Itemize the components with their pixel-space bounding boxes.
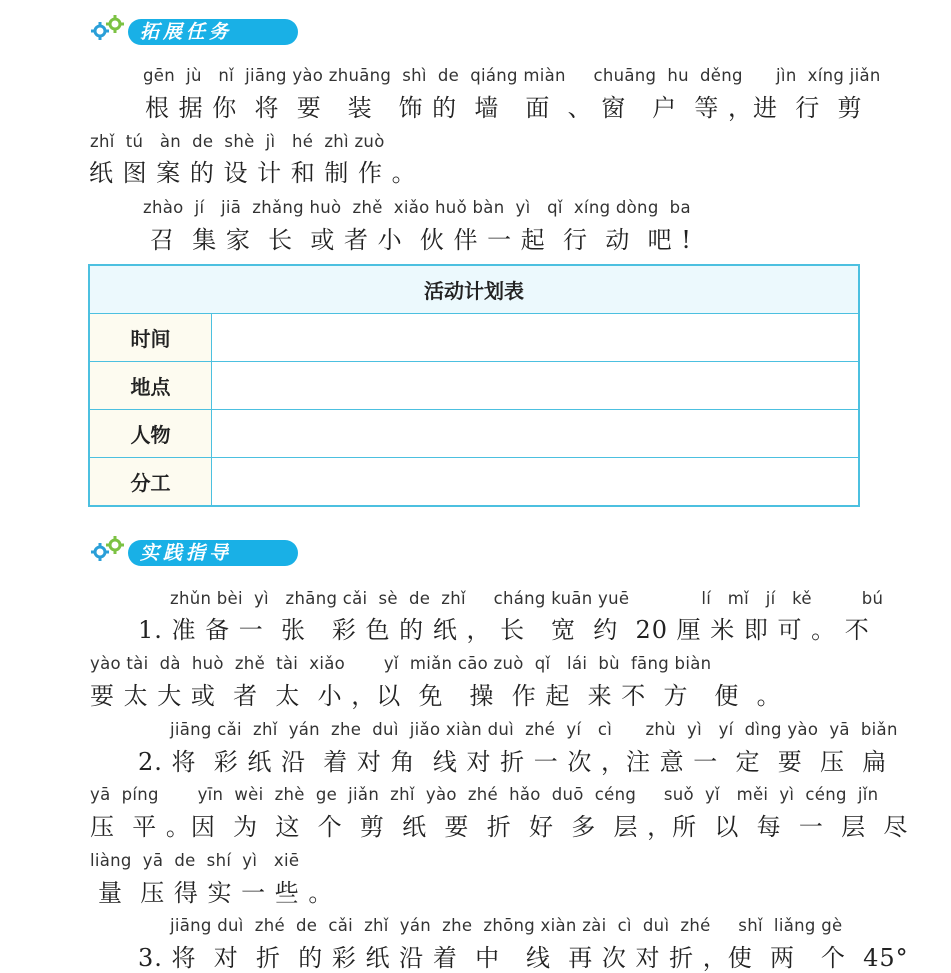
text-line: 压 平 。因 为 这 个 剪 纸 要 折 好 多 层 ，所 以 每 一 层 尽	[90, 813, 909, 841]
text-line: 纸 图 案 的 设 计 和 制 作 。	[89, 159, 417, 187]
text-line: 2. 将 彩 纸 沿 着 对 角 线 对 折 一 次 ，注 意 一 定 要 压 扁	[138, 748, 888, 776]
section-title-extension	[128, 19, 298, 45]
activity-plan-table	[88, 264, 860, 507]
row-value-time[interactable]	[212, 314, 860, 362]
table-title: 活动计划表	[89, 265, 859, 314]
row-label-time: 时间	[89, 314, 212, 362]
pinyin-line: jiāng duì zhé de cǎi zhǐ yán zhe zhōng xiàn zài cì duì zhé shǐ liǎng gè	[170, 916, 843, 935]
section-title-text: 拓展任务	[140, 21, 233, 43]
pinyin-line: zhǐ tú àn de shè jì hé zhì zuò	[90, 132, 385, 151]
table-row	[89, 458, 859, 507]
table-row	[89, 362, 859, 410]
row-label-division: 分工	[89, 458, 212, 507]
pinyin-line: yào tài dà huò zhě tài xiǎo yǐ miǎn cāo zuò qǐ lái bù fāng biàn	[90, 654, 712, 673]
table-row	[89, 314, 859, 362]
row-label-place: 地点	[89, 362, 212, 410]
row-value-division[interactable]	[212, 458, 860, 507]
pinyin-line: jiāng cǎi zhǐ yán zhe duì jiǎo xiàn duì zhé yí cì zhù yì yí dìng yào yā biǎn	[170, 720, 898, 739]
section-title-text: 实践指导	[140, 542, 233, 564]
gears-icon	[88, 535, 128, 567]
row-value-place[interactable]	[212, 362, 860, 410]
text-line: 根 据 你 将 要 装 饰 的 墙 面 、 窗 户 等 ，进 行 剪	[145, 94, 863, 122]
text-line: 量 压 得 实 一 些 。	[98, 879, 334, 907]
text-line: 1. 准 备 一 张 彩 色 的 纸 ， 长 宽 约 20 厘 米 即 可 。 不	[138, 616, 870, 644]
pinyin-line: zhào jí jiā zhǎng huò zhě xiǎo huǒ bàn yì qǐ xíng dòng ba	[143, 198, 691, 217]
pinyin-line: liàng yā de shí yì xiē	[90, 851, 300, 870]
gears-icon	[88, 14, 128, 46]
row-value-people[interactable]	[212, 410, 860, 458]
text-line: 3. 将 对 折 的 彩 纸 沿 着 中 线 再 次 对 折 ，使 两 个 45°	[138, 944, 909, 972]
pinyin-line: yā píng yīn wèi zhè ge jiǎn zhǐ yào zhé hǎo duō céng suǒ yǐ měi yì céng jǐn	[90, 785, 879, 804]
row-label-people: 人物	[89, 410, 212, 458]
pinyin-line: gēn jù nǐ jiāng yào zhuāng shì de qiáng miàn chuāng hu děng jìn xíng jiǎn	[143, 66, 881, 85]
pinyin-line: zhǔn bèi yì zhāng cǎi sè de zhǐ cháng kuān yuē lí mǐ jí kě bú	[170, 589, 884, 608]
section-title-practice	[128, 540, 298, 566]
text-line: 召 集 家 长 或 者 小 伙 伴 一 起 行 动 吧 !	[150, 226, 692, 254]
table-row	[89, 410, 859, 458]
text-line: 要 太 大 或 者 太 小 ，以 免 操 作 起 来 不 方 便 。	[90, 682, 782, 710]
